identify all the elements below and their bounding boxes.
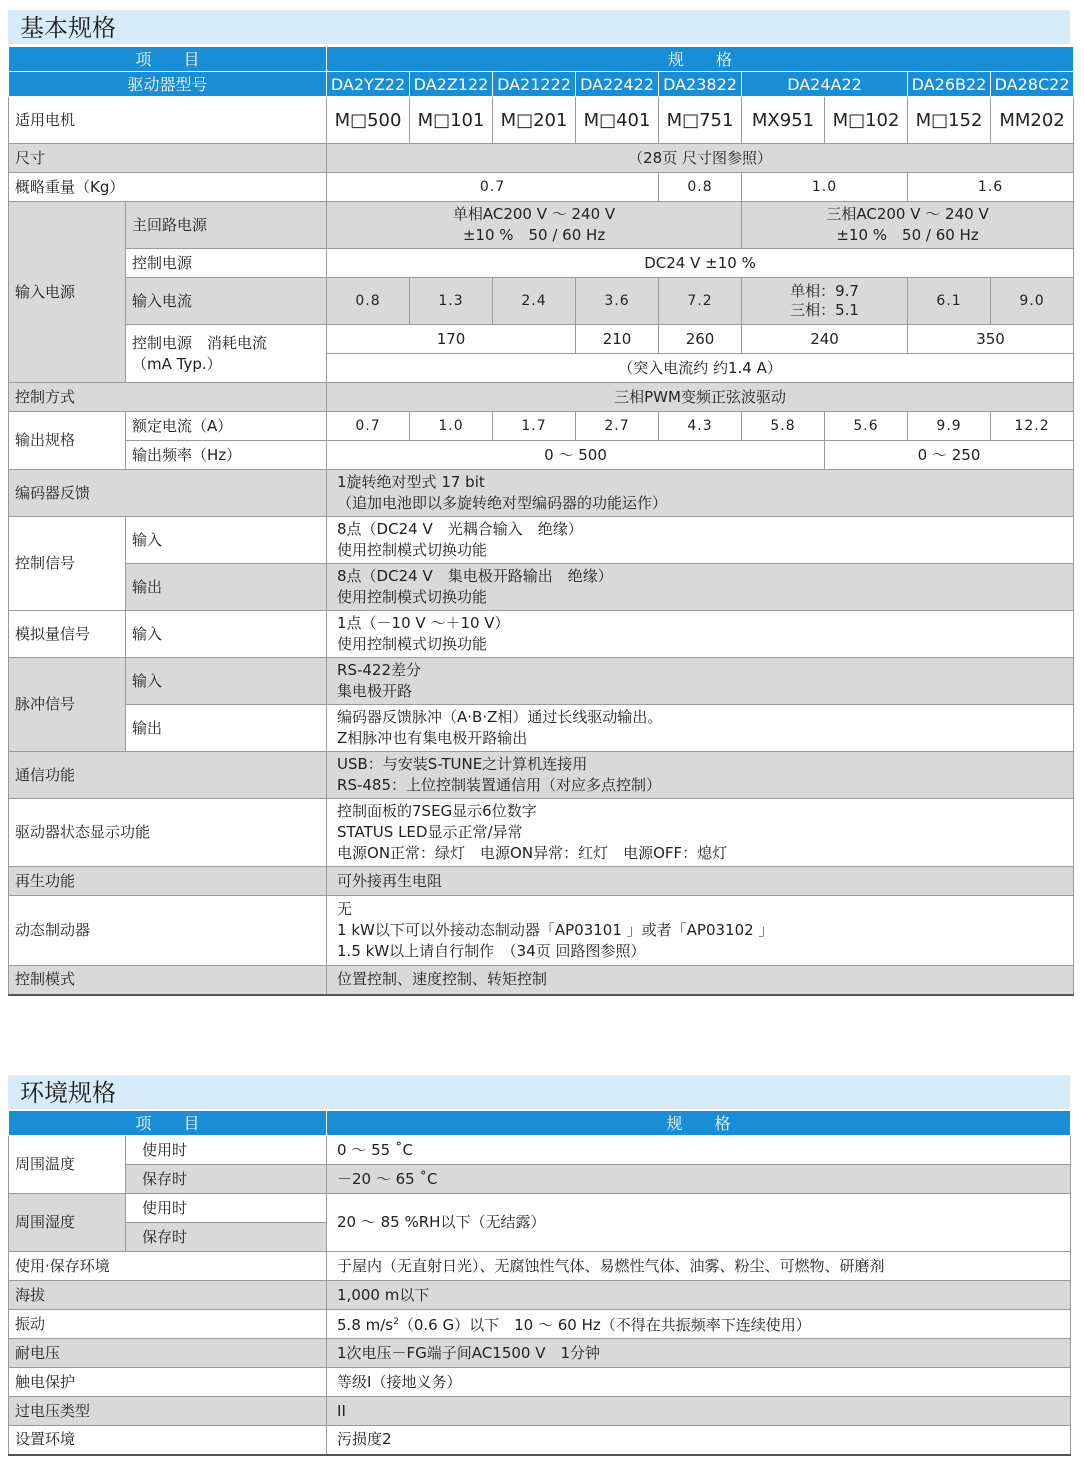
vibration-value-main: 5.8 m/s	[337, 1316, 394, 1334]
output-freq-value: 0 ～ 500	[327, 441, 825, 470]
consumption-cell: 210	[576, 325, 659, 354]
pulse-signal-in-label: 输入	[126, 658, 327, 705]
install-value: 污损度2	[327, 1426, 1071, 1455]
basic-section-title: 基本规格	[8, 10, 1070, 44]
motor-cell: M□401	[576, 97, 659, 144]
overvoltage-value: II	[327, 1397, 1071, 1426]
model-cell: DA24A22	[742, 72, 908, 97]
consumption-cell: 260	[659, 325, 742, 354]
control-signal-label: 控制信号	[9, 517, 126, 611]
motor-cell: MM202	[991, 97, 1074, 144]
header-item: 项 目	[9, 47, 327, 72]
motor-cell: M□102	[825, 97, 908, 144]
input-current-cell: 9.0	[991, 278, 1074, 325]
humidity-use-label: 使用时	[126, 1194, 327, 1223]
input-current-cell: 7.2	[659, 278, 742, 325]
environment-label: 使用·保存环境	[9, 1252, 327, 1281]
input-current-cell: 3.6	[576, 278, 659, 325]
rated-current-label: 额定电流（A）	[126, 412, 327, 441]
communication-label: 通信功能	[9, 752, 327, 799]
env-header-spec: 规 格	[327, 1111, 1071, 1136]
temp-use-label: 使用时	[126, 1136, 327, 1165]
model-cell: DA2YZ22	[327, 72, 410, 97]
control-signal-out-value: 8点（DC24 V 集电极开路输出 绝缘） 使用控制模式切换功能	[327, 564, 1074, 611]
shock-value: 等级I（接地义务）	[327, 1368, 1071, 1397]
dynamic-brake-value: 无 1 kW以下可以外接动态制动器「AP03101 」或者「AP03102 」 1.5 kW以上请自行制作 （34页 回路图参照）	[327, 896, 1074, 966]
pulse-signal-in-value: RS-422差分 集电极开路	[327, 658, 1074, 705]
rated-current-cell: 0.7	[327, 412, 410, 441]
weight-value: 0.7	[327, 173, 659, 202]
communication-value: USB：与安装S-TUNE之计算机连接用 RS-485：上位控制装置通信用（对应多点控制）	[327, 752, 1074, 799]
input-current-cell: 单相：9.7 三相：5.1	[742, 278, 908, 325]
analog-signal-label: 模拟量信号	[9, 611, 126, 658]
vibration-value-rest: （0.6 G）以下 10 ～ 60 Hz（不得在共振频率下连续使用）	[398, 1316, 811, 1334]
analog-signal-in-label: 输入	[126, 611, 327, 658]
motor-cell: M□201	[493, 97, 576, 144]
main-power-label: 主回路电源	[126, 202, 327, 249]
vibration-label: 振动	[9, 1310, 327, 1339]
vibration-value-exponent: 2	[393, 1317, 399, 1327]
output-freq-value: 0 ～ 250	[825, 441, 1074, 470]
ctrl-power-value: DC24 V ±10 %	[327, 249, 1074, 278]
control-method-label: 控制方式	[9, 383, 327, 412]
control-signal-out-label: 输出	[126, 564, 327, 611]
env-section-title: 环境规格	[8, 1075, 1070, 1109]
rated-current-cell: 4.3	[659, 412, 742, 441]
temp-store-value: －20 ～ 65 ˚C	[327, 1165, 1071, 1194]
input-current-cell: 6.1	[908, 278, 991, 325]
rated-current-cell: 1.7	[493, 412, 576, 441]
encoder-value: 1旋转绝对型式 17 bit （追加电池即以多旋转绝对型编码器的功能运作）	[327, 470, 1074, 517]
control-mode-value: 位置控制、速度控制、转矩控制	[327, 966, 1074, 995]
weight-value: 1.6	[908, 173, 1074, 202]
altitude-value: 1,000 m以下	[327, 1281, 1071, 1310]
model-cell: DA2Z122	[410, 72, 493, 97]
input-current-label: 输入电流	[126, 278, 327, 325]
header-driver-model: 驱动器型号	[9, 72, 327, 97]
rated-current-cell: 2.7	[576, 412, 659, 441]
motor-cell: M□101	[410, 97, 493, 144]
consumption-cell: 170	[327, 325, 576, 354]
size-label: 尺寸	[9, 144, 327, 173]
rated-current-cell: 5.8	[742, 412, 825, 441]
motor-label: 适用电机	[9, 97, 327, 144]
inrush-current: （突入电流约 约1.4 A）	[327, 354, 1074, 383]
temp-use-value: 0 ～ 55 ˚C	[327, 1136, 1071, 1165]
output-freq-label: 输出频率（Hz）	[126, 441, 327, 470]
rated-current-cell: 9.9	[908, 412, 991, 441]
pulse-signal-out-value: 编码器反馈脉冲（A·B·Z相）通过长线驱动输出。 Z相脉冲也有集电极开路输出	[327, 705, 1074, 752]
main-power-three: 三相AC200 V ～ 240 V ±10 % 50 / 60 Hz	[742, 202, 1074, 249]
rated-current-cell: 5.6	[825, 412, 908, 441]
model-cell: DA21222	[493, 72, 576, 97]
main-power-single: 单相AC200 V ～ 240 V ±10 % 50 / 60 Hz	[327, 202, 742, 249]
control-signal-in-value: 8点（DC24 V 光耦合输入 绝缘） 使用控制模式切换功能	[327, 517, 1074, 564]
motor-cell: M□500	[327, 97, 410, 144]
model-cell: DA26B22	[908, 72, 991, 97]
model-cell: DA22422	[576, 72, 659, 97]
analog-signal-in-value: 1点（－10 V ～＋10 V） 使用控制模式切换功能	[327, 611, 1074, 658]
withstand-label: 耐电压	[9, 1339, 327, 1368]
rated-current-cell: 1.0	[410, 412, 493, 441]
weight-value: 1.0	[742, 173, 908, 202]
ctrl-power-label: 控制电源	[126, 249, 327, 278]
header-spec: 规 格	[327, 47, 1074, 72]
install-label: 设置环境	[9, 1426, 327, 1455]
consumption-cell: 350	[908, 325, 1074, 354]
output-label: 输出规格	[9, 412, 126, 470]
altitude-label: 海拔	[9, 1281, 327, 1310]
input-current-cell: 1.3	[410, 278, 493, 325]
environment-value: 于屋内（无直射日光）、无腐蚀性气体、易燃性气体、油雾、粉尘、可燃物、研磨剂	[327, 1252, 1071, 1281]
vibration-value	[327, 1310, 1071, 1339]
motor-cell: M□751	[659, 97, 742, 144]
regen-label: 再生功能	[9, 867, 327, 896]
env-spec-table	[8, 1110, 1071, 1456]
basic-spec-table	[8, 46, 1074, 996]
pulse-signal-label: 脉冲信号	[9, 658, 126, 752]
humidity-value: 20 ～ 85 %RH以下（无结露）	[327, 1194, 1071, 1252]
rated-current-cell: 12.2	[991, 412, 1074, 441]
motor-cell: M□152	[908, 97, 991, 144]
humidity-store-label: 保存时	[126, 1223, 327, 1252]
size-value: （28页 尺寸图参照）	[327, 144, 1074, 173]
input-current-cell: 2.4	[493, 278, 576, 325]
consumption-label: 控制电源 消耗电流 （mA Typ.）	[126, 325, 327, 383]
weight-label: 概略重量（Kg）	[9, 173, 327, 202]
control-signal-in-label: 输入	[126, 517, 327, 564]
weight-value: 0.8	[659, 173, 742, 202]
control-method-value: 三相PWM变频正弦波驱动	[327, 383, 1074, 412]
temp-label: 周围温度	[9, 1136, 126, 1194]
status-display-label: 驱动器状态显示功能	[9, 799, 327, 867]
temp-store-label: 保存时	[126, 1165, 327, 1194]
control-mode-label: 控制模式	[9, 966, 327, 995]
consumption-cell: 240	[742, 325, 908, 354]
input-current-cell: 0.8	[327, 278, 410, 325]
regen-value: 可外接再生电阻	[327, 867, 1074, 896]
input-power-label: 输入电源	[9, 202, 126, 383]
env-header-item: 项 目	[9, 1111, 327, 1136]
pulse-signal-out-label: 输出	[126, 705, 327, 752]
overvoltage-label: 过电压类型	[9, 1397, 327, 1426]
dynamic-brake-label: 动态制动器	[9, 896, 327, 966]
motor-cell: MX951	[742, 97, 825, 144]
status-display-value: 控制面板的7SEG显示6位数字 STATUS LED显示正常/异常 电源ON正常：绿灯 电源ON异常：红灯 电源OFF：熄灯	[327, 799, 1074, 867]
humidity-label: 周围湿度	[9, 1194, 126, 1252]
withstand-value: 1次电压－FG端子间AC1500 V 1分钟	[327, 1339, 1071, 1368]
shock-label: 触电保护	[9, 1368, 327, 1397]
encoder-label: 编码器反馈	[9, 470, 327, 517]
model-cell: DA23822	[659, 72, 742, 97]
model-cell: DA28C22	[991, 72, 1074, 97]
